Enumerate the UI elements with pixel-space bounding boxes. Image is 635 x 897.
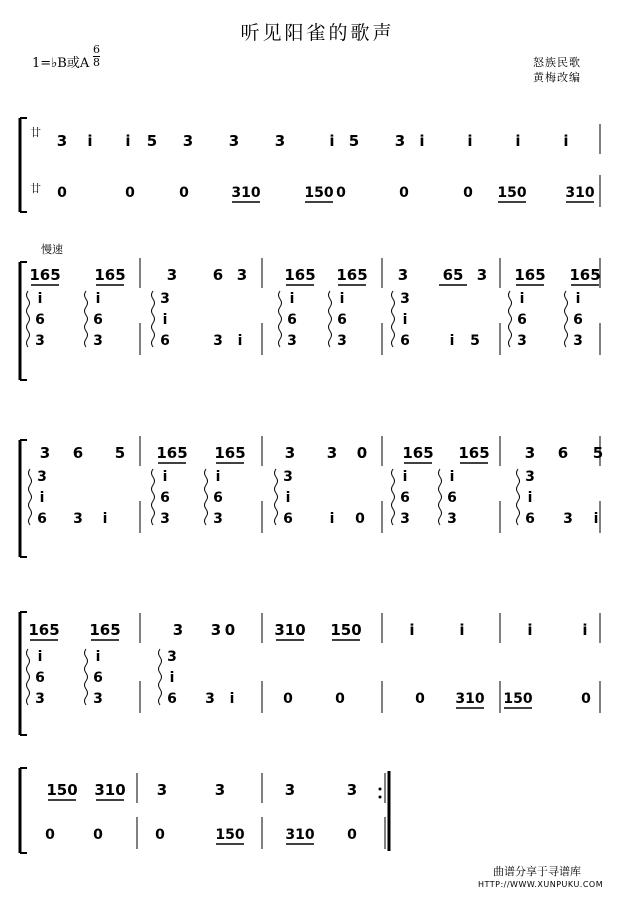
footer-text: 曲谱分享于寻谱库 <box>493 865 581 878</box>
note: i <box>329 511 335 527</box>
arpeggio-mark <box>565 291 568 347</box>
system-5 <box>20 768 389 853</box>
note: i <box>402 312 408 328</box>
note: 6 <box>213 490 223 506</box>
note: 310 <box>94 781 126 799</box>
note: 6 <box>517 312 527 328</box>
note: 310 <box>231 185 261 201</box>
note: 3 <box>573 333 583 349</box>
note: 3 <box>160 291 170 307</box>
note: 165 <box>89 621 121 639</box>
note: i <box>39 490 45 506</box>
arpeggio-mark <box>27 649 30 705</box>
system-2 <box>20 258 601 380</box>
note: 0 <box>355 511 365 527</box>
note: i <box>215 469 221 485</box>
page-title: 听见阳雀的歌声 <box>240 22 395 44</box>
note: i <box>575 291 581 307</box>
note: 0 <box>581 691 591 707</box>
arpeggio-mark <box>392 291 395 347</box>
arpeggio-mark <box>85 649 88 705</box>
note: 6 <box>93 670 103 686</box>
note: i <box>402 469 408 485</box>
note: 3 <box>326 444 338 462</box>
note: 150 <box>215 827 245 843</box>
note: 6 <box>557 444 569 462</box>
time-signature-numerator: 6 <box>93 43 100 56</box>
note: 3 <box>274 132 286 150</box>
arpeggio-mark <box>159 649 162 705</box>
note: i <box>125 132 131 150</box>
note: 150 <box>330 621 362 639</box>
note: 3 <box>476 266 488 284</box>
note: i <box>527 490 533 506</box>
note: i <box>419 132 425 150</box>
arpeggio-mark <box>27 291 30 347</box>
note: 165 <box>29 266 61 284</box>
note: 165 <box>94 266 126 284</box>
note: 0 <box>57 185 67 201</box>
note: 3 <box>214 781 226 799</box>
note: 3 <box>93 691 103 707</box>
instrument-mark: 廿 <box>30 182 41 195</box>
note: i <box>339 291 345 307</box>
footer-url: HTTP://WWW.XUNPUKU.COM <box>478 880 604 889</box>
note: 3 <box>167 649 177 665</box>
note: 3 <box>39 444 51 462</box>
note: i <box>37 649 43 665</box>
note: 150 <box>497 185 527 201</box>
note: 165 <box>336 266 368 284</box>
arpeggio-mark <box>152 291 155 347</box>
arpeggio-mark <box>205 469 208 525</box>
system-4 <box>20 612 600 735</box>
note: 3 <box>172 621 184 639</box>
note: i <box>162 312 168 328</box>
note: 6 <box>525 511 535 527</box>
origin-credit: 怒族民歌 <box>533 56 581 69</box>
note: i <box>102 511 108 527</box>
arpeggio-mark <box>29 469 32 525</box>
note: 3 <box>228 132 240 150</box>
arpeggio-mark <box>329 291 332 347</box>
note: 3 <box>400 291 410 307</box>
note: 6 <box>35 670 45 686</box>
note: 310 <box>565 185 595 201</box>
note: 165 <box>458 444 490 462</box>
note: i <box>37 291 43 307</box>
note: i <box>95 649 101 665</box>
note: 150 <box>304 185 334 201</box>
note: 3 <box>400 511 410 527</box>
note: 0 <box>336 185 346 201</box>
note: 3 <box>213 511 223 527</box>
note: i <box>409 621 415 639</box>
note: 310 <box>455 691 485 707</box>
note: 3 <box>563 511 573 527</box>
note: 5 <box>146 132 158 150</box>
note: 3 <box>156 781 168 799</box>
note: i <box>162 469 168 485</box>
note: 6 <box>72 444 84 462</box>
note: i <box>593 511 599 527</box>
note: 3 <box>205 691 215 707</box>
note: 5 <box>470 333 480 349</box>
arpeggio-mark <box>85 291 88 347</box>
tempo-marking: 慢速 <box>41 243 63 256</box>
note: 0 <box>347 827 357 843</box>
note: 0 <box>399 185 409 201</box>
note: 3 <box>56 132 68 150</box>
note: 0 <box>463 185 473 201</box>
note: 150 <box>46 781 78 799</box>
arpeggio-mark <box>509 291 512 347</box>
arpeggio-mark <box>152 469 155 525</box>
note: i <box>449 333 455 349</box>
repeat-dot <box>379 788 382 791</box>
note: 6 <box>37 511 47 527</box>
note: 3 <box>35 691 45 707</box>
note: 3 <box>524 444 536 462</box>
note: 0 <box>125 185 135 201</box>
note: 6 <box>167 691 177 707</box>
key-signature-text: 1=♭B或A <box>32 56 90 71</box>
arpeggio-mark <box>517 469 520 525</box>
note: i <box>449 469 455 485</box>
note: 3 <box>73 511 83 527</box>
note: 6 <box>400 333 410 349</box>
note: 3 <box>447 511 457 527</box>
note: 6 <box>400 490 410 506</box>
note: 6 <box>573 312 583 328</box>
note: i <box>527 621 533 639</box>
note: 0 <box>93 827 103 843</box>
note: 3 <box>287 333 297 349</box>
note: 3 <box>236 266 248 284</box>
note: 5 <box>592 444 604 462</box>
note: 3 <box>284 444 296 462</box>
note: i <box>582 621 588 639</box>
note: 5 <box>348 132 360 150</box>
note: 3 <box>210 621 222 639</box>
note: 3 <box>35 333 45 349</box>
note: 3 <box>517 333 527 349</box>
note: i <box>467 132 473 150</box>
note: 3 <box>397 266 409 284</box>
note: 6 <box>160 333 170 349</box>
note: i <box>285 490 291 506</box>
note: 0 <box>45 827 55 843</box>
note: 3 <box>160 511 170 527</box>
arpeggio-mark <box>439 469 442 525</box>
note: i <box>87 132 93 150</box>
note: 6 <box>447 490 457 506</box>
note: 3 <box>283 469 293 485</box>
note: 3 <box>213 333 223 349</box>
note: 165 <box>28 621 60 639</box>
note: 3 <box>525 469 535 485</box>
note: 0 <box>283 691 293 707</box>
note: 165 <box>402 444 434 462</box>
note: 150 <box>503 691 533 707</box>
note: i <box>95 291 101 307</box>
note: 3 <box>182 132 194 150</box>
note: 3 <box>337 333 347 349</box>
note: i <box>519 291 525 307</box>
system-1 <box>20 118 600 212</box>
arpeggio-mark <box>392 469 395 525</box>
note: 3 <box>37 469 47 485</box>
note: 3 <box>284 781 296 799</box>
note: 6 <box>212 266 224 284</box>
note: 310 <box>285 827 315 843</box>
note: 310 <box>274 621 306 639</box>
note: 6 <box>93 312 103 328</box>
note: i <box>169 670 175 686</box>
note: 6 <box>287 312 297 328</box>
note: 165 <box>514 266 546 284</box>
time-signature-denominator: 8 <box>93 56 100 69</box>
note: i <box>289 291 295 307</box>
note: i <box>229 691 235 707</box>
system-3 <box>20 436 603 557</box>
note: 0 <box>415 691 425 707</box>
note: 6 <box>160 490 170 506</box>
note: i <box>515 132 521 150</box>
note: 0 <box>179 185 189 201</box>
arpeggio-mark <box>275 469 278 525</box>
note: 0 <box>224 621 236 639</box>
note: 0 <box>155 827 165 843</box>
arpeggio-mark <box>279 291 282 347</box>
arranger-credit: 黄梅改编 <box>533 71 581 84</box>
note: 6 <box>337 312 347 328</box>
note: 0 <box>335 691 345 707</box>
note: 3 <box>394 132 406 150</box>
note: 165 <box>156 444 188 462</box>
note: 3 <box>166 266 178 284</box>
note: 3 <box>93 333 103 349</box>
note: i <box>329 132 335 150</box>
note: 165 <box>214 444 246 462</box>
note: i <box>563 132 569 150</box>
note: i <box>237 333 243 349</box>
note: 0 <box>356 444 368 462</box>
note: 6 <box>35 312 45 328</box>
instrument-mark: 廿 <box>30 126 41 139</box>
repeat-dot <box>379 796 382 799</box>
note: 3 <box>346 781 358 799</box>
note: i <box>459 621 465 639</box>
note: 6 <box>283 511 293 527</box>
note: 165 <box>569 266 601 284</box>
note: 165 <box>284 266 316 284</box>
note: 5 <box>114 444 126 462</box>
note: 65 <box>442 266 464 284</box>
